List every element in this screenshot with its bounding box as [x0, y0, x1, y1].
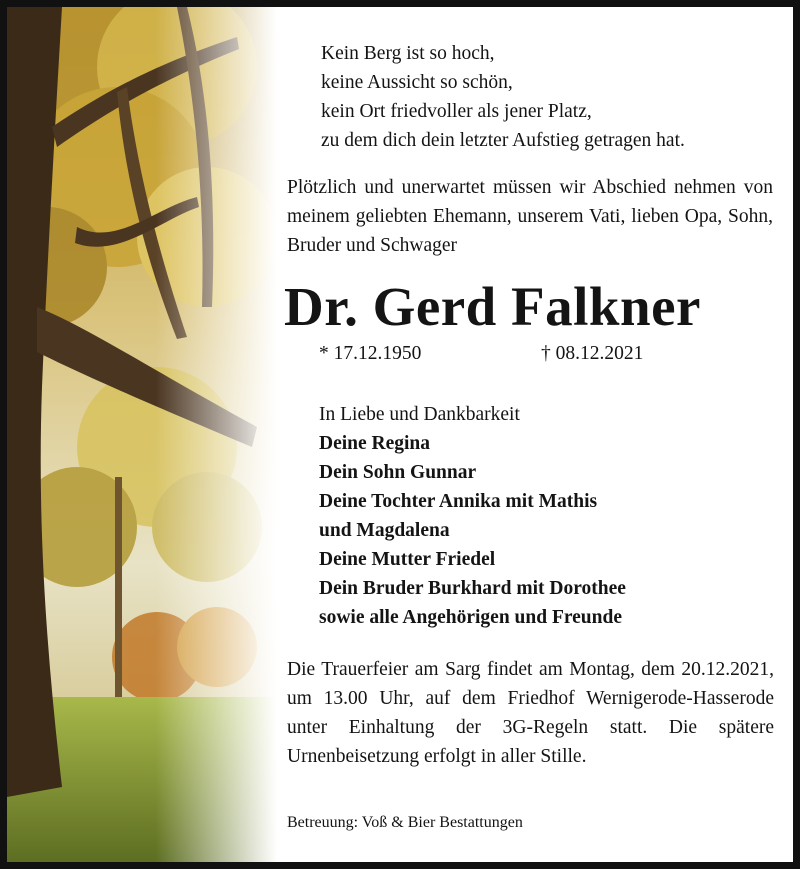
announcement-intro: Plötzlich und unerwartet müssen wir Abschied nehmen von meinem geliebten Ehemann, unserem Vati, lieben Opa, Sohn, Bruder und Schwager — [287, 177, 773, 256]
poem-line: Kein Berg ist so hoch, — [321, 43, 495, 64]
death-date: † 08.12.2021 — [541, 343, 644, 364]
deceased-name: Dr. Gerd Falkner — [284, 276, 701, 337]
mourner-name: Dein Bruder Burkhard mit Dorothee — [319, 578, 626, 599]
birth-date: * 17.12.1950 — [319, 343, 422, 364]
mourner-name: Deine Mutter Friedel — [319, 549, 496, 570]
autumn-tree-photo — [7, 7, 277, 862]
funeral-home-credit: Betreuung: Voß & Bier Bestattungen — [287, 814, 523, 831]
poem-line: zu dem dich dein letzter Aufstieg getragen hat. — [321, 130, 685, 151]
mourner-name: Dein Sohn Gunnar — [319, 462, 477, 483]
memorial-poem — [321, 39, 685, 155]
funeral-details: Die Trauerfeier am Sarg findet am Montag, dem 20.12.2021, um 13.00 Uhr, auf dem Friedhof Wernigerode-Hasserode unter Einhaltung der 3G-Regeln statt. Die spätere Urnenbeisetzung erfolgt in aller Stille. — [287, 659, 774, 767]
mourner-name: Deine Tochter Annika mit Mathis — [319, 491, 598, 512]
mourners-list — [319, 400, 626, 632]
mourner-name: sowie alle Angehörigen und Freunde — [319, 607, 623, 628]
mourner-name: Deine Regina — [319, 433, 431, 454]
poem-line: kein Ort friedvoller als jener Platz, — [321, 101, 592, 122]
mourner-name: und Magdalena — [319, 520, 450, 541]
poem-line: keine Aussicht so schön, — [321, 72, 513, 93]
mourners-intro: In Liebe und Dankbarkeit — [319, 404, 520, 425]
